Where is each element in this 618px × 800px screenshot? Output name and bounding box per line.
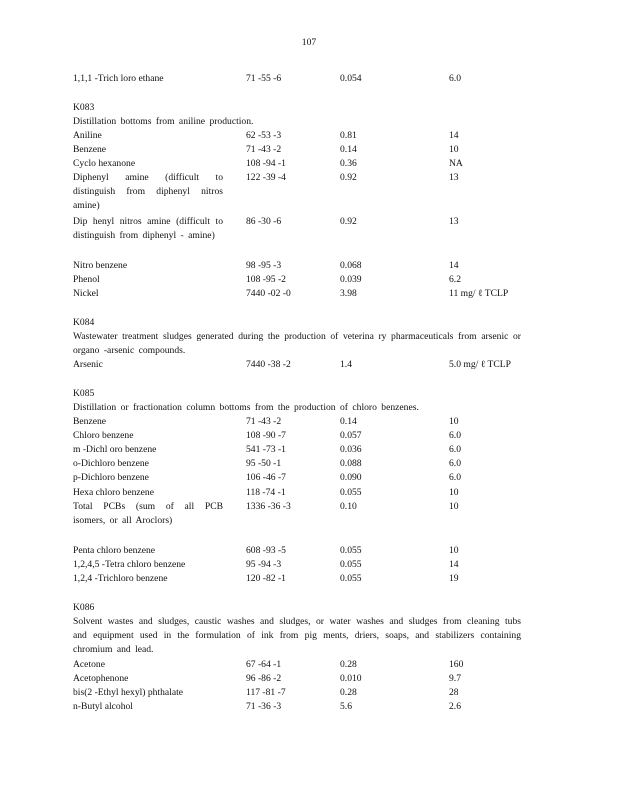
table-row <box>73 686 553 699</box>
wastewater-value: 0.055 <box>340 545 362 556</box>
constituent-name: Phenol <box>73 274 100 285</box>
wastewater-value: 0.92 <box>340 172 357 183</box>
wastewater-value: 0.055 <box>340 573 362 584</box>
nonwastewater-value: 6.0 <box>449 472 461 483</box>
wastewater-value: 5.6 <box>340 701 352 712</box>
wastewater-value: 0.14 <box>340 144 357 155</box>
wastewater-value: 0.14 <box>340 416 357 427</box>
wastewater-value: 0.36 <box>340 158 357 169</box>
cas-number: 86 -30 -6 <box>246 216 282 227</box>
cas-number: 608 -93 -5 <box>246 545 286 556</box>
cas-number: 7440 -38 -2 <box>246 359 291 370</box>
constituent-name: Total PCBs (sum of all PCB isomers, or all Aroclors) <box>73 501 223 526</box>
constituent-name: Dip henyl nitros amine (difficult to distinguish from diphenyl - amine) <box>73 216 223 241</box>
table-row <box>73 171 553 215</box>
table-row <box>73 443 553 456</box>
cas-number: 95 -94 -3 <box>246 559 282 570</box>
constituent-name: 1,2,4,5 -Tetra chloro benzene <box>73 559 186 570</box>
cas-number: 122 -39 -4 <box>246 172 286 183</box>
wastewater-value: 0.057 <box>340 430 362 441</box>
wastewater-value: 0.088 <box>340 458 362 469</box>
nonwastewater-value: 2.6 <box>449 701 461 712</box>
constituent-name: 1,2,4 -Trichloro benzene <box>73 573 168 584</box>
constituent-name: bis(2 -Ethyl hexyl) phthalate <box>73 687 184 698</box>
constituent-name: Acetone <box>73 659 105 670</box>
cas-number: 117 -81 -7 <box>246 687 286 698</box>
constituent-name: Penta chloro benzene <box>73 545 156 556</box>
constituent-name: Acetophenone <box>73 673 129 684</box>
waste-description: Wastewater treatment sludges generated during the production of veterina ry pharmaceuticals from arsenic or organo -arsenic compounds. <box>73 331 521 356</box>
table-row <box>73 215 553 259</box>
table-row <box>73 457 553 470</box>
wastewater-value: 0.81 <box>340 130 357 141</box>
waste-code-heading: K085 <box>73 388 95 399</box>
wastewater-value: 0.068 <box>340 260 362 271</box>
wastewater-value: 0.055 <box>340 487 362 498</box>
nonwastewater-value: 5.0 mg/ ℓ TCLP <box>449 359 511 370</box>
wastewater-value: 0.28 <box>340 659 357 670</box>
nonwastewater-value: 6.0 <box>449 430 461 441</box>
constituent-name: Arsenic <box>73 359 103 370</box>
table-row <box>73 273 553 286</box>
nonwastewater-value: 9.7 <box>449 673 461 684</box>
table-row <box>73 658 553 671</box>
wastewater-value: 0.010 <box>340 673 362 684</box>
constituent-name: 1,1,1 -Trich loro ethane <box>73 73 164 84</box>
table-row <box>73 471 553 484</box>
table-row <box>73 429 553 442</box>
cas-number: 62 -53 -3 <box>246 130 282 141</box>
table-row <box>73 672 553 685</box>
constituent-name: Benzene <box>73 144 107 155</box>
constituent-name: n-Butyl alcohol <box>73 701 133 712</box>
table-row <box>73 544 553 557</box>
constituent-name: Nitro benzene <box>73 260 128 271</box>
cas-number: 1336 -36 -3 <box>246 501 291 512</box>
table-row <box>73 157 553 170</box>
cas-number: 71 -43 -2 <box>246 416 282 427</box>
table-row <box>73 129 553 142</box>
table-row <box>73 572 553 585</box>
cas-number: 95 -50 -1 <box>246 458 282 469</box>
nonwastewater-value: 10 <box>449 545 459 556</box>
wastewater-value: 0.036 <box>340 444 362 455</box>
page-number: 107 <box>301 37 317 48</box>
table-row <box>73 500 553 544</box>
nonwastewater-value: 6.0 <box>449 73 461 84</box>
nonwastewater-value: 11 mg/ ℓ TCLP <box>449 288 509 299</box>
wastewater-value: 1.4 <box>340 359 352 370</box>
table-row <box>73 143 553 156</box>
wastewater-value: 3.98 <box>340 288 357 299</box>
nonwastewater-value: NA <box>449 158 463 169</box>
cas-number: 108 -90 -7 <box>246 430 286 441</box>
table-row <box>73 700 553 713</box>
constituent-name: Chloro benzene <box>73 430 134 441</box>
cas-number: 106 -46 -7 <box>246 472 286 483</box>
cas-number: 541 -73 -1 <box>246 444 286 455</box>
nonwastewater-value: 19 <box>449 573 459 584</box>
cas-number: 118 -74 -1 <box>246 487 286 498</box>
cas-number: 71 -36 -3 <box>246 701 282 712</box>
cas-number: 120 -82 -1 <box>246 573 286 584</box>
constituent-name: o-Dichloro benzene <box>73 458 149 469</box>
wastewater-value: 0.090 <box>340 472 362 483</box>
table-row <box>73 358 553 371</box>
constituent-name: m -Dichl oro benzene <box>73 444 157 455</box>
cas-number: 7440 -02 -0 <box>246 288 291 299</box>
nonwastewater-value: 14 <box>449 559 459 570</box>
nonwastewater-value: 6.0 <box>449 444 461 455</box>
constituent-name: Nickel <box>73 288 99 299</box>
constituent-name: Diphenyl amine (difficult to distinguish from diphenyl nitros amine) <box>73 172 223 211</box>
nonwastewater-value: 6.0 <box>449 458 461 469</box>
constituent-name: Hexa chloro benzene <box>73 487 154 498</box>
nonwastewater-value: 13 <box>449 172 459 183</box>
nonwastewater-value: 160 <box>449 659 464 670</box>
waste-code-heading: K083 <box>73 102 95 113</box>
waste-description: Distillation bottoms from aniline production. <box>73 116 254 127</box>
nonwastewater-value: 10 <box>449 487 459 498</box>
cas-number: 98 -95 -3 <box>246 260 282 271</box>
nonwastewater-value: 14 <box>449 260 459 271</box>
waste-code-heading: K084 <box>73 317 95 328</box>
waste-description: Solvent wastes and sludges, caustic washes and sludges, or water washes and sludges from cleaning tubs and equipment used in the formulation of ink from pig ments, driers, soaps, and stabilizers containing chromium and lead. <box>73 616 521 655</box>
constituent-name: Aniline <box>73 130 102 141</box>
nonwastewater-value: 10 <box>449 501 459 512</box>
table-row <box>73 259 553 272</box>
nonwastewater-value: 28 <box>449 687 459 698</box>
nonwastewater-value: 10 <box>449 144 459 155</box>
wastewater-value: 0.054 <box>340 73 362 84</box>
constituent-name: Cyclo hexanone <box>73 158 136 169</box>
cas-number: 67 -64 -1 <box>246 659 282 670</box>
cas-number: 71 -55 -6 <box>246 73 282 84</box>
wastewater-value: 0.055 <box>340 559 362 570</box>
table-row <box>73 72 553 85</box>
waste-description: Distillation or fractionation column bottoms from the production of chloro benzenes. <box>73 402 419 413</box>
table-row <box>73 558 553 571</box>
cas-number: 96 -86 -2 <box>246 673 282 684</box>
wastewater-value: 0.10 <box>340 501 357 512</box>
wastewater-value: 0.039 <box>340 274 362 285</box>
nonwastewater-value: 14 <box>449 130 459 141</box>
nonwastewater-value: 13 <box>449 216 459 227</box>
wastewater-value: 0.92 <box>340 216 357 227</box>
cas-number: 108 -95 -2 <box>246 274 286 285</box>
wastewater-value: 0.28 <box>340 687 357 698</box>
cas-number: 71 -43 -2 <box>246 144 282 155</box>
nonwastewater-value: 6.2 <box>449 274 461 285</box>
table-row <box>73 486 553 499</box>
waste-code-heading: K086 <box>73 602 95 613</box>
constituent-name: Benzene <box>73 416 107 427</box>
table-row <box>73 287 553 300</box>
constituent-name: p-Dichloro benzene <box>73 472 149 483</box>
nonwastewater-value: 10 <box>449 416 459 427</box>
table-row <box>73 415 553 428</box>
cas-number: 108 -94 -1 <box>246 158 286 169</box>
